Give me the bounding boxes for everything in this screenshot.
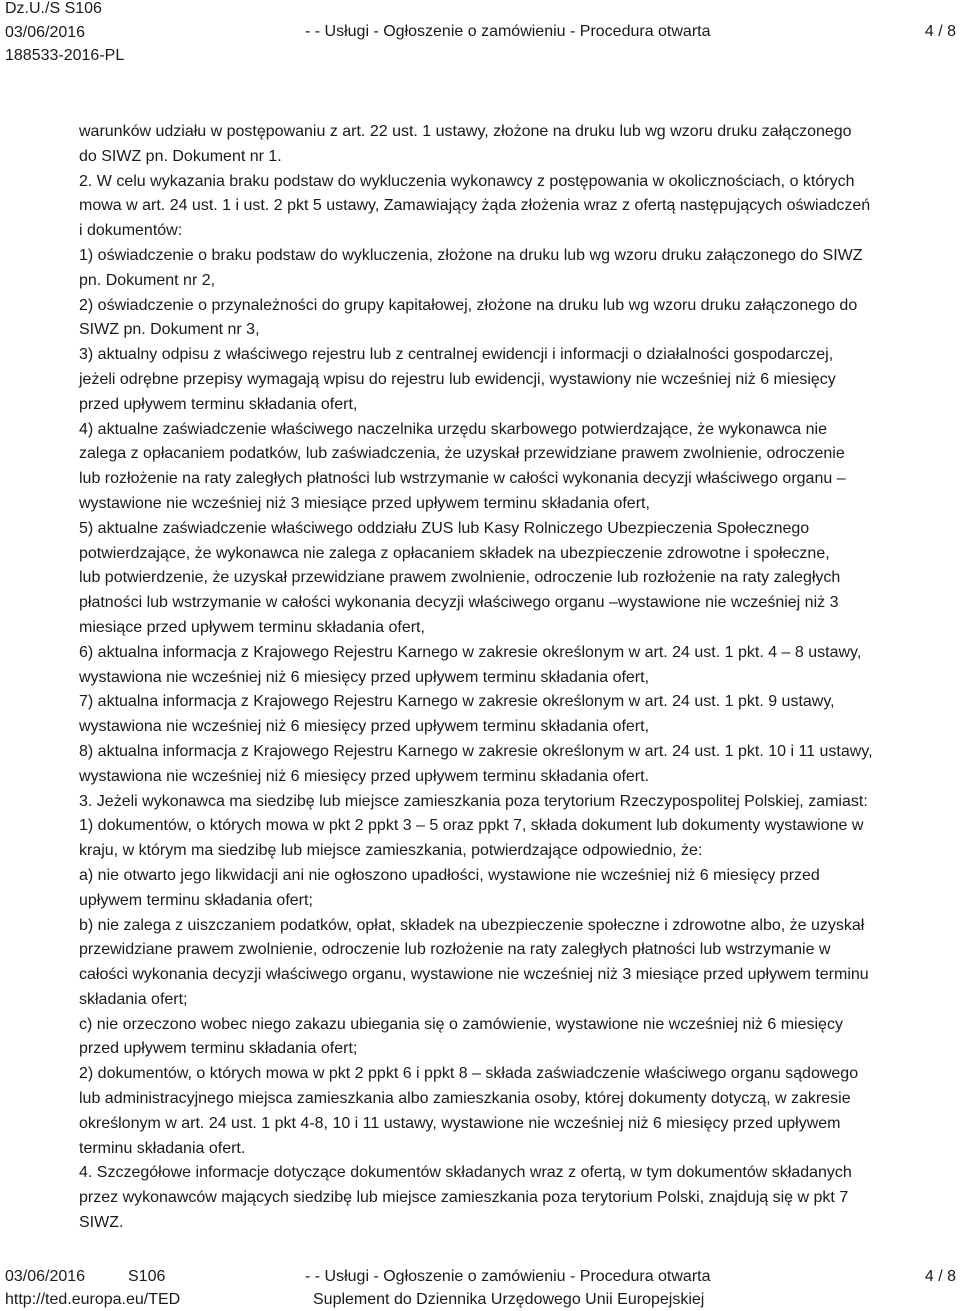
body-text-line: wystawiona nie wcześniej niż 6 miesięcy przed upływem terminu składania ofert,	[79, 718, 650, 736]
body-text-line: upływem terminu składania ofert;	[79, 891, 313, 909]
body-text-line: zalega z opłacaniem podatków, lub zaświadczenia, że uzyskał przewidziane prawem zwolnienie, odroczenie	[79, 445, 845, 463]
body-text-line: do SIWZ pn. Dokument nr 1.	[79, 147, 282, 165]
body-text-line: przewidziane prawem zwolnienie, odroczenie lub rozłożenie na raty zaległych płatności lub wstrzymanie w	[79, 941, 831, 959]
body-text-line: jeżeli odrębne przepisy wymagają wpisu do rejestru lub ewidencji, wystawiony nie wcześniej niż 6 miesięcy	[79, 370, 836, 388]
body-text-line: c) nie orzeczono wobec niego zakazu ubiegania się o zamówienie, wystawione nie wcześniej niż 6 miesięcy	[79, 1015, 843, 1033]
body-text-line: terminu składania ofert.	[79, 1139, 246, 1157]
body-text-line: 4) aktualne zaświadczenie właściwego naczelnika urzędu skarbowego potwierdzające, że wykonawca nie	[79, 420, 827, 438]
body-text-line: lub rozłożenie na raty zaległych płatności lub wstrzymanie w całości wykonania decyzji właściwego organu –	[79, 470, 846, 488]
body-text-line: wystawiona nie wcześniej niż 6 miesięcy przed upływem terminu składania ofert,	[79, 668, 650, 686]
body-text-line: 4. Szczegółowe informacje dotyczące dokumentów składanych wraz z ofertą, w tym dokumentów składanych	[79, 1164, 852, 1182]
header-left-block	[5, 0, 124, 68]
body-text-line: całości wykonania decyzji właściwego organu, wystawione nie wcześniej niż 3 miesiące przed upływem terminu	[79, 966, 869, 984]
body-text-line: 2) oświadczenie o przynależności do grupy kapitałowej, złożone na druku lub wg wzoru druku załączonego do	[79, 296, 858, 314]
body-text-line: SIWZ pn. Dokument nr 3,	[79, 321, 260, 339]
body-text-line: płatności lub wstrzymanie w całości wykonania decyzji właściwego organu –wystawione nie wcześniej niż 3	[79, 594, 839, 612]
document-body	[79, 120, 954, 1236]
body-text-line: i dokumentów:	[79, 222, 183, 240]
body-text-line: wystawiona nie wcześniej niż 6 miesięcy przed upływem terminu składania ofert.	[79, 767, 650, 785]
body-text-line: mowa w art. 24 ust. 1 i ust. 2 pkt 5 ustawy, Zamawiający żąda złożenia wraz z ofertą następujących oświadczeń	[79, 197, 871, 215]
body-text-line: a) nie otwarto jego likwidacji ani nie ogłoszono upadłości, wystawione nie wcześniej niż 6 miesięcy przed	[79, 866, 820, 884]
footer-date: 03/06/2016	[5, 1268, 86, 1285]
body-text-line: 2) dokumentów, o których mowa w pkt 2 ppkt 6 i ppkt 8 – składa zaświadczenie właściwego organu sądowego	[79, 1065, 859, 1083]
body-text-line: lub potwierdzenie, że uzyskał przewidziane prawem zwolnienie, odroczenie lub rozłożenie na raty zaległych	[79, 569, 841, 587]
footer-url: http://ted.europa.eu/TED	[5, 1291, 181, 1308]
body-text-line: składania ofert;	[79, 990, 188, 1008]
body-text-line: przez wykonawców mających siedzibę lub miejsce zamieszkania poza terytorium Polski, znajdują się w pkt 7	[79, 1189, 849, 1207]
body-text-line: 1) oświadczenie o braku podstaw do wykluczenia, złożone na druku lub wg wzoru druku załączonego do SIWZ	[79, 246, 863, 264]
page-footer	[0, 1263, 960, 1311]
body-text-line: potwierdzające, że wykonawca nie zalega z opłacaniem składek na ubezpieczenie zdrowotne i społeczne,	[79, 544, 830, 562]
body-text-line: 5) aktualne zaświadczenie właściwego oddziału ZUS lub Kasy Rolniczego Ubezpieczenia Społecznego	[79, 519, 810, 537]
body-text-line: miesiące przed upływem terminu składania ofert,	[79, 618, 425, 636]
body-text-line: 2. W celu wykazania braku podstaw do wykluczenia wykonawcy z postępowania w okolicznościach, o których	[79, 172, 855, 190]
footer-title: - - Usługi - Ogłoszenie o zamówieniu - Procedura otwarta	[305, 1268, 711, 1285]
header-journal: Dz.U./S S106	[5, 0, 102, 17]
body-text-line: kraju, w którym ma siedzibę lub miejsce zamieszkania, potwierdzające odpowiednio, że:	[79, 842, 703, 860]
body-text-line: SIWZ.	[79, 1214, 124, 1232]
header-title: - - Usługi - Ogłoszenie o zamówieniu - Procedura otwarta	[305, 23, 711, 40]
body-text-line: określonym w art. 24 ust. 1 pkt 4-8, 10 i 11 ustawy, wystawione nie wcześniej niż 6 miesięcy przed upływem	[79, 1114, 841, 1132]
footer-code: S106	[128, 1268, 166, 1285]
footer-supplement: Suplement do Dziennika Urzędowego Unii Europejskiej	[313, 1291, 705, 1308]
body-text-line: 1) dokumentów, o których mowa w pkt 2 ppkt 3 – 5 oraz ppkt 7, składa dokument lub dokumenty wystawione w	[79, 817, 864, 835]
header-date: 03/06/2016	[5, 23, 86, 41]
header-doc-id: 188533-2016-PL	[5, 47, 125, 64]
page-header	[0, 0, 960, 72]
body-text-line: b) nie zalega z uiszczaniem podatków, opłat, składek na ubezpieczenie społeczne i zdrowotne albo, że uzyskał	[79, 916, 865, 934]
header-page-number: 4 / 8	[924, 23, 956, 40]
body-text-line: lub administracyjnego miejsca zamieszkania albo zamieszkania osoby, której dokumenty dotyczą, w zakresie	[79, 1090, 851, 1108]
body-text-line: przed upływem terminu składania ofert,	[79, 395, 358, 413]
body-text-line: 8) aktualna informacja z Krajowego Rejestru Karnego w zakresie określonym w art. 24 ust. 1 pkt. 10 i 11 ustawy,	[79, 742, 873, 760]
body-text-line: wystawione nie wcześniej niż 3 miesiące przed upływem terminu składania ofert,	[79, 494, 650, 512]
footer-page-number: 4 / 8	[924, 1268, 956, 1285]
body-text-line: 7) aktualna informacja z Krajowego Rejestru Karnego w zakresie określonym w art. 24 ust. 1 pkt. 9 ustawy,	[79, 693, 835, 711]
body-text-line: pn. Dokument nr 2,	[79, 271, 216, 289]
body-text-line: przed upływem terminu składania ofert;	[79, 1040, 358, 1058]
body-text-line: 3) aktualny odpisu z właściwego rejestru lub z centralnej ewidencji i informacji o działalności gospodarczej,	[79, 346, 834, 364]
body-text-line: warunków udziału w postępowaniu z art. 22 ust. 1 ustawy, złożone na druku lub wg wzoru druku załączonego	[79, 123, 852, 140]
body-text-line: 3. Jeżeli wykonawca ma siedzibę lub miejsce zamieszkania poza terytorium Rzeczypospolitej Polskiej, zamiast:	[79, 792, 868, 810]
body-text-line: 6) aktualna informacja z Krajowego Rejestru Karnego w zakresie określonym w art. 24 ust. 1 pkt. 4 – 8 ustawy,	[79, 643, 862, 661]
